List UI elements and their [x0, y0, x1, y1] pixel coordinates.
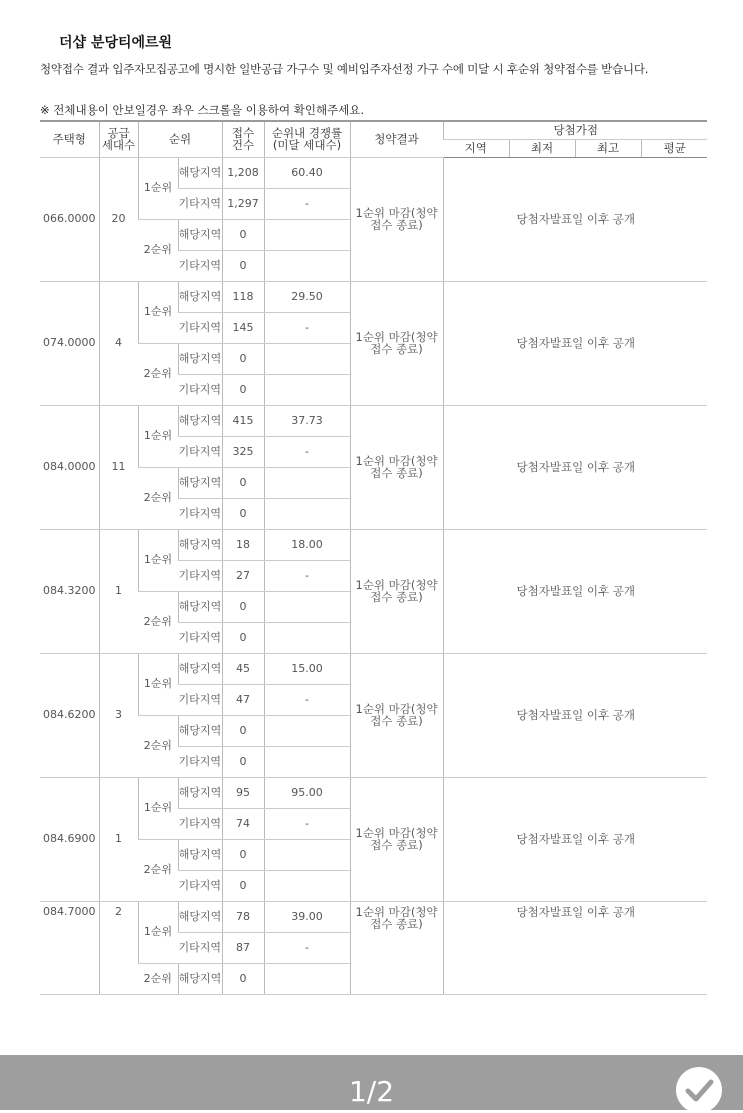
rank-cell: 2순위: [138, 591, 178, 653]
confirm-button[interactable]: [676, 1067, 722, 1113]
region-cell: 기타지역: [178, 250, 222, 281]
region-cell: 기타지역: [178, 870, 222, 901]
rank-cell: 2순위: [138, 963, 178, 994]
rank-cell: 2순위: [138, 343, 178, 405]
competition-ratio-cell: [264, 963, 350, 994]
region-cell: 기타지역: [178, 188, 222, 219]
competition-ratio-cell: [264, 715, 350, 746]
region-cell: 기타지역: [178, 312, 222, 343]
application-count-cell: 0: [222, 250, 264, 281]
competition-ratio-cell: [264, 870, 350, 901]
application-count-cell: 0: [222, 467, 264, 498]
region-cell: 해당지역: [178, 219, 222, 250]
description-text: 청약접수 결과 입주자모집공고에 명시한 일반공급 가구수 및 예비입주자선정 가구 수에 미달 시 후순위 청약접수를 받습니다.: [40, 62, 649, 76]
competition-ratio-cell: [264, 343, 350, 374]
check-circle-icon: [676, 1067, 722, 1113]
result-cell: 1순위 마감(청약 접수 종료): [350, 529, 443, 653]
competition-ratio-cell: 39.00: [264, 901, 350, 932]
region-cell: 해당지역: [178, 777, 222, 808]
region-cell: 기타지역: [178, 932, 222, 963]
competition-ratio-cell: -: [264, 560, 350, 591]
rank-cell: 1순위: [138, 281, 178, 343]
competition-ratio-cell: 95.00: [264, 777, 350, 808]
rank-cell: 2순위: [138, 219, 178, 281]
rank-cell: 1순위: [138, 405, 178, 467]
competition-ratio-cell: 18.00: [264, 529, 350, 560]
application-count-cell: 95: [222, 777, 264, 808]
supply-units-cell: 1: [99, 529, 138, 653]
winning-score-cell: 당첨자발표일 이후 공개: [443, 529, 707, 653]
region-cell: 기타지역: [178, 436, 222, 467]
result-cell: 1순위 마감(청약 접수 종료): [350, 901, 443, 994]
header-max: 최고: [575, 139, 641, 157]
header-supply-units: 공급 세대수: [99, 121, 138, 157]
region-cell: 기타지역: [178, 808, 222, 839]
rank-cell: 2순위: [138, 467, 178, 529]
application-count-cell: 0: [222, 622, 264, 653]
competition-ratio-cell: [264, 219, 350, 250]
application-count-cell: 0: [222, 839, 264, 870]
page-indicator: 1/2: [348, 1075, 395, 1108]
region-cell: 기타지역: [178, 684, 222, 715]
result-cell: 1순위 마감(청약 접수 종료): [350, 405, 443, 529]
winning-score-cell: 당첨자발표일 이후 공개: [443, 157, 707, 281]
supply-units-cell: 3: [99, 653, 138, 777]
result-cell: 1순위 마감(청약 접수 종료): [350, 281, 443, 405]
region-cell: 해당지역: [178, 157, 222, 188]
rank-cell: 2순위: [138, 715, 178, 777]
region-cell: 해당지역: [178, 963, 222, 994]
application-count-cell: 0: [222, 591, 264, 622]
region-cell: 해당지역: [178, 405, 222, 436]
region-cell: 기타지역: [178, 560, 222, 591]
competition-ratio-cell: [264, 250, 350, 281]
house-type-cell: 084.6900: [40, 777, 99, 901]
application-count-cell: 47: [222, 684, 264, 715]
house-type-cell: 074.0000: [40, 281, 99, 405]
competition-ratio-cell: -: [264, 808, 350, 839]
region-cell: 기타지역: [178, 622, 222, 653]
scroll-notice: ※ 전체내용이 안보일경우 좌우 스크롤을 이용하여 확인해주세요.: [40, 103, 365, 117]
rank-cell: 1순위: [138, 157, 178, 219]
header-avg: 평균: [641, 139, 707, 157]
competition-ratio-cell: -: [264, 932, 350, 963]
region-cell: 해당지역: [178, 653, 222, 684]
competition-ratio-cell: -: [264, 436, 350, 467]
supply-units-cell: 1: [99, 777, 138, 901]
competition-ratio-cell: [264, 467, 350, 498]
rank-cell: 1순위: [138, 529, 178, 591]
competition-ratio-cell: 60.40: [264, 157, 350, 188]
winning-score-cell: 당첨자발표일 이후 공개: [443, 777, 707, 901]
competition-ratio-cell: [264, 591, 350, 622]
application-count-cell: 145: [222, 312, 264, 343]
house-type-cell: 084.3200: [40, 529, 99, 653]
region-cell: 기타지역: [178, 746, 222, 777]
application-count-cell: 0: [222, 219, 264, 250]
supply-units-cell: 20: [99, 157, 138, 281]
competition-ratio-cell: [264, 746, 350, 777]
supply-units-cell: 4: [99, 281, 138, 405]
application-count-cell: 45: [222, 653, 264, 684]
results-body: [40, 157, 707, 994]
region-cell: 해당지역: [178, 529, 222, 560]
rank-cell: 1순위: [138, 653, 178, 715]
winning-score-cell: 당첨자발표일 이후 공개: [443, 901, 707, 994]
table-row: [40, 777, 707, 808]
region-cell: 해당지역: [178, 467, 222, 498]
house-type-cell: 084.0000: [40, 405, 99, 529]
winning-score-cell: 당첨자발표일 이후 공개: [443, 653, 707, 777]
header-competition: 순위내 경쟁률 (미달 세대수): [264, 121, 350, 157]
house-type-cell: 084.6200: [40, 653, 99, 777]
house-type-cell: 084.7000: [40, 901, 99, 994]
region-cell: 해당지역: [178, 591, 222, 622]
rank-cell: 2순위: [138, 839, 178, 901]
header-result: 청약결과: [350, 121, 443, 157]
header-house-type: 주택형: [40, 121, 99, 157]
application-count-cell: 1,297: [222, 188, 264, 219]
house-type-cell: 066.0000: [40, 157, 99, 281]
region-cell: 해당지역: [178, 281, 222, 312]
application-count-cell: 87: [222, 932, 264, 963]
supply-units-cell: 2: [99, 901, 138, 994]
application-count-cell: 0: [222, 374, 264, 405]
application-count-cell: 0: [222, 963, 264, 994]
region-cell: 기타지역: [178, 374, 222, 405]
rank-cell: 1순위: [138, 777, 178, 839]
region-cell: 해당지역: [178, 343, 222, 374]
results-table-container[interactable]: [40, 120, 707, 998]
winning-score-cell: 당첨자발표일 이후 공개: [443, 281, 707, 405]
result-cell: 1순위 마감(청약 접수 종료): [350, 653, 443, 777]
application-count-cell: 0: [222, 343, 264, 374]
competition-ratio-cell: 37.73: [264, 405, 350, 436]
competition-ratio-cell: [264, 498, 350, 529]
application-count-cell: 415: [222, 405, 264, 436]
competition-ratio-cell: -: [264, 188, 350, 219]
header-winning-score: 당첨가점: [443, 121, 707, 139]
table-row: [40, 157, 707, 188]
page-title: 더샵 분당티에르원: [59, 35, 173, 51]
competition-ratio-cell: [264, 622, 350, 653]
application-count-cell: 0: [222, 715, 264, 746]
header-rank: 순위: [138, 121, 222, 157]
winning-score-cell: 당첨자발표일 이후 공개: [443, 405, 707, 529]
application-count-cell: 0: [222, 746, 264, 777]
competition-ratio-cell: -: [264, 312, 350, 343]
rank-cell: 1순위: [138, 901, 178, 963]
competition-ratio-cell: -: [264, 684, 350, 715]
result-cell: 1순위 마감(청약 접수 종료): [350, 157, 443, 281]
application-count-cell: 1,208: [222, 157, 264, 188]
application-count-cell: 74: [222, 808, 264, 839]
result-cell: 1순위 마감(청약 접수 종료): [350, 777, 443, 901]
table-row: [40, 653, 707, 684]
table-row: [40, 281, 707, 312]
table-row: [40, 405, 707, 436]
header-min: 최저: [509, 139, 575, 157]
competition-ratio-cell: 15.00: [264, 653, 350, 684]
region-cell: 기타지역: [178, 498, 222, 529]
subscription-results-table: [40, 120, 707, 995]
header-applications: 접수 건수: [222, 121, 264, 157]
application-count-cell: 325: [222, 436, 264, 467]
header-region: 지역: [443, 139, 509, 157]
competition-ratio-cell: [264, 374, 350, 405]
competition-ratio-cell: 29.50: [264, 281, 350, 312]
supply-units-cell: 11: [99, 405, 138, 529]
application-count-cell: 27: [222, 560, 264, 591]
application-count-cell: 118: [222, 281, 264, 312]
region-cell: 해당지역: [178, 839, 222, 870]
application-count-cell: 0: [222, 870, 264, 901]
table-row: [40, 901, 707, 932]
competition-ratio-cell: [264, 839, 350, 870]
table-row: [40, 529, 707, 560]
region-cell: 해당지역: [178, 901, 222, 932]
application-count-cell: 78: [222, 901, 264, 932]
application-count-cell: 18: [222, 529, 264, 560]
region-cell: 해당지역: [178, 715, 222, 746]
application-count-cell: 0: [222, 498, 264, 529]
